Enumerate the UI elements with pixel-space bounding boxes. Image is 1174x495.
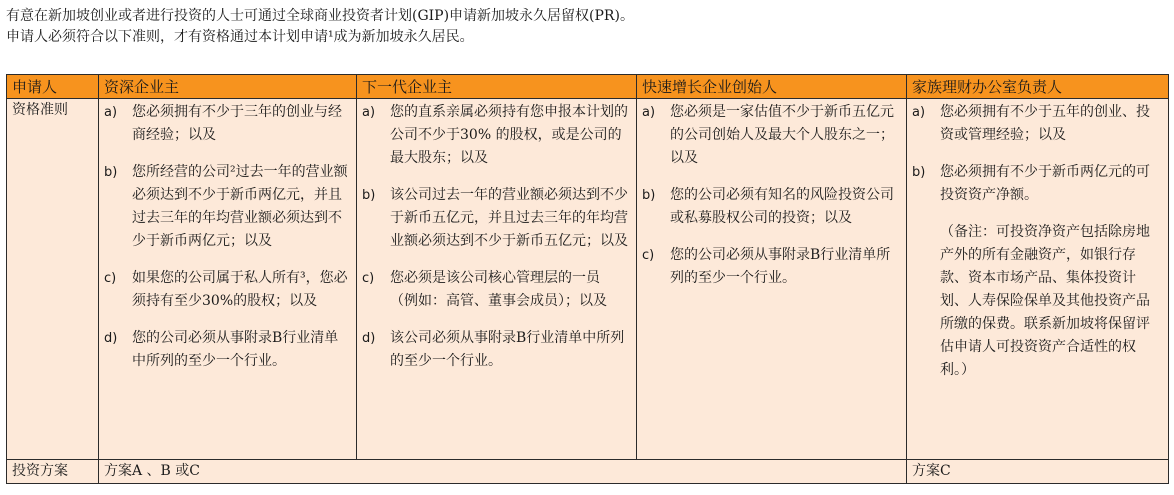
item-text: 您的公司必须从事附录B行业清单所列的至少一个行业。 [670, 247, 891, 286]
intro-text [6, 6, 634, 48]
item-text: 如果您的公司属于私人所有³，您必须持有至少30%的股权；以及 [132, 270, 348, 309]
item-text: 您的直系亲属必须持有您申报本计划的公司不少于30% 的股权，或是公司的最大股东；以及 [390, 104, 628, 166]
header-family-office-principal: 家族理财办公室负责人 [907, 75, 1169, 99]
item-letter: b) [362, 188, 376, 203]
list-item [642, 184, 901, 230]
list-item [362, 101, 631, 170]
item-text: 您必须是该公司核心管理层的一员 （例如：高管、董事会成员）；以及 [390, 270, 607, 309]
item-text: 您必须是一家估值不少于新币五亿元的公司创始人及最大个人股东之一；以及 [670, 104, 894, 166]
item-text: 您的公司必须有知名的风险投资公司或私募股权公司的投资；以及 [670, 187, 894, 226]
criteria-label: 资格准则 [7, 99, 99, 460]
list-item [362, 267, 631, 313]
header-fast-growth-founder: 快速增长企业创始人 [637, 75, 907, 99]
family-office-note: （备注：可投资净资产包括除房地产外的所有金融资产，如银行存款、资本市场产品、集体投资计划、人寿保险保单及其他投资产品所缴的保费。联系新加坡将保留评估申请人可投资资产合适性的权利。） [940, 224, 1150, 378]
item-letter: c) [362, 271, 375, 286]
item-text: 该公司必须从事附录B行业清单中所列的至少一个行业。 [390, 330, 625, 369]
item-letter: c) [104, 271, 117, 286]
list-item [912, 161, 1163, 207]
list-item [362, 184, 631, 253]
list-item [642, 101, 901, 170]
item-letter: a) [104, 105, 118, 120]
scheme-label: 投资方案 [7, 460, 99, 484]
list-item [104, 101, 351, 147]
item-text: 您所经营的公司²过去一年的营业额必须达到不少于新币两亿元，并且过去三年的年均营业额必须达到不少于新币两亿元；以及 [132, 164, 348, 249]
list-item [104, 267, 351, 313]
header-next-gen-business-owner: 下一代企业主 [357, 75, 637, 99]
item-letter: c) [642, 248, 655, 263]
item-letter: d) [362, 331, 376, 346]
list-item [362, 327, 631, 373]
intro-line-2: 申请人必须符合以下准则，才有资格通过本计划申请¹成为新加坡永久居民。 [6, 29, 474, 45]
header-established-business-owner: 资深企业主 [99, 75, 357, 99]
item-letter: a) [642, 105, 656, 120]
item-letter: b) [912, 165, 926, 180]
item-letter: d) [104, 331, 118, 346]
table-header-row [7, 75, 1169, 99]
item-letter: b) [642, 188, 656, 203]
header-applicant: 申请人 [7, 75, 99, 99]
item-text: 该公司过去一年的营业额必须达到不少于新币五亿元，并且过去三年的年均营业额必须达到不少于新币五亿元；以及 [390, 187, 628, 249]
list-item [912, 101, 1163, 147]
scheme-options-family-office: 方案C [907, 460, 1169, 484]
gip-criteria-table [6, 74, 1169, 484]
criteria-family-office-principal [907, 99, 1169, 460]
investment-scheme-row [7, 460, 1169, 484]
item-text: 您必须拥有不少于三年的创业与经商经验；以及 [132, 104, 342, 143]
scheme-options-main: 方案A 、B 或C [99, 460, 907, 484]
intro-line-1: 有意在新加坡创业或者进行投资的人士可通过全球商业投资者计划(GIP)申请新加坡永久居留权(PR)。 [6, 8, 634, 24]
item-letter: a) [912, 105, 926, 120]
list-item [642, 244, 901, 290]
item-text: 您必须拥有不少于五年的创业、投资或管理经验；以及 [940, 104, 1150, 143]
criteria-row [7, 99, 1169, 460]
item-letter: b) [104, 165, 118, 180]
item-text: 您必须拥有不少于新币两亿元的可投资资产净额。 [940, 164, 1150, 203]
item-letter: a) [362, 105, 376, 120]
list-item [104, 161, 351, 253]
criteria-fast-growth-founder [637, 99, 907, 460]
list-item [104, 327, 351, 373]
criteria-established-business-owner [99, 99, 357, 460]
criteria-next-gen-business-owner [357, 99, 637, 460]
item-text: 您的公司必须从事附录B行业清单中所列的至少一个行业。 [132, 330, 339, 369]
